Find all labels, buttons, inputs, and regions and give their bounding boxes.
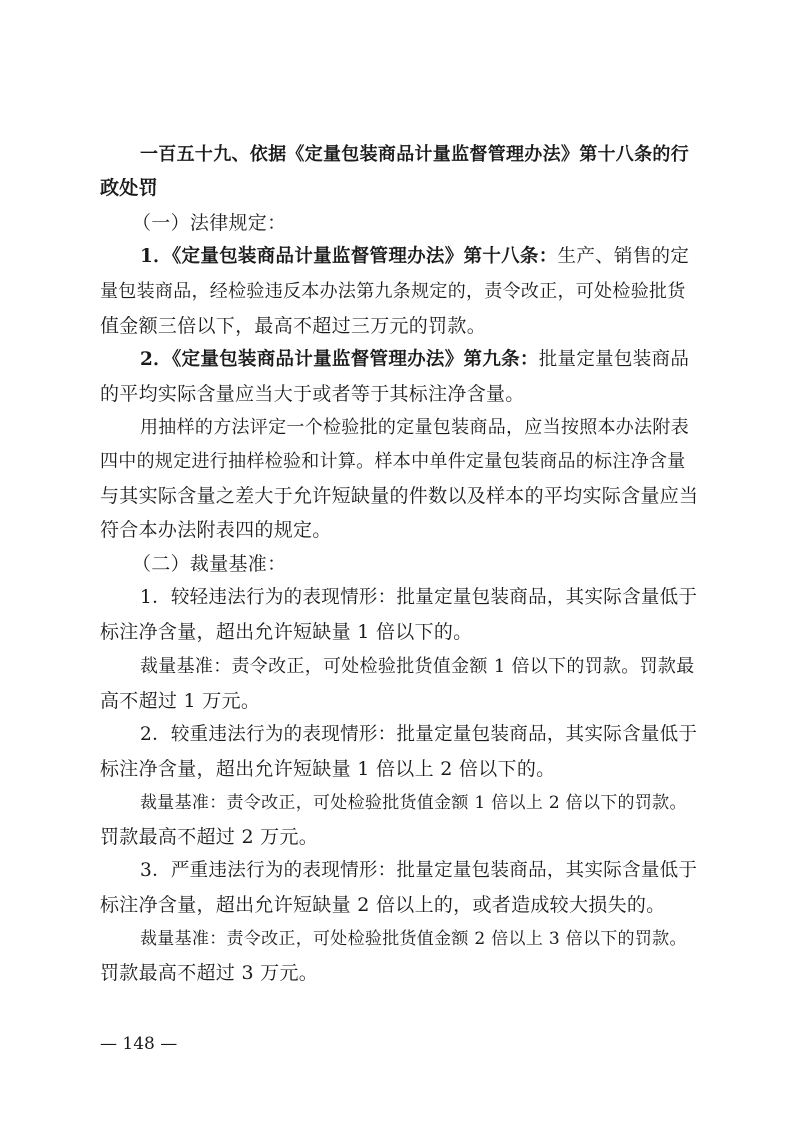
item-1-line-2: 量包装商品，经检验违反本办法第九条规定的，责令改正，可处检验批货 [100, 281, 686, 302]
para-line-3: 与其实际含量之差大于允许短缺量的件数以及样本的平均实际含量应当 [100, 485, 699, 507]
case-1-line-1: 1．较轻违法行为的表现情形：批量定量包装商品，其实际含量低于 [140, 587, 698, 608]
page-number: — 148 — [100, 1034, 178, 1054]
case-2-line-2: 标注净含量，超出允许短缺量 1 倍以上 2 倍以下的。 [100, 758, 556, 780]
item-1-rest: 生产、销售的定 [557, 246, 690, 267]
item-1-line-3: 值金额三倍以下，最高不超过三万元的罚款。 [100, 315, 487, 337]
item-2-line-2: 的平均实际含量应当大于或者等于其标注净含量。 [100, 383, 525, 405]
item-1-lead: 1．《定量包装商品计量监督管理办法》第十八条： [140, 246, 558, 267]
case-2-standard-line-1: 裁量基准：责令改正，可处检验批货值金额 1 倍以上 2 倍以下的罚款。 [140, 793, 687, 813]
section-title-legal: （一）法律规定： [132, 212, 287, 234]
heading-line-2: 政处罚 [100, 177, 158, 199]
item-2-rest: 批量定量包装商品 [538, 349, 690, 370]
case-2-line-1: 2．较重违法行为的表现情形：批量定量包装商品，其实际含量低于 [140, 724, 698, 745]
item-2-lead: 2．《定量包装商品计量监督管理办法》第九条： [140, 349, 539, 370]
case-3-line-1: 3．严重违法行为的表现情形：批量定量包装商品，其实际含量低于 [140, 860, 698, 881]
item-1-line-1 [140, 245, 700, 269]
case-1-standard-line-1: 裁量基准：责令改正，可处检验批货值金额 1 倍以下的罚款。罚款最 [140, 656, 695, 677]
item-2-line-1 [140, 348, 700, 372]
para-line-2: 四中的规定进行抽样检验和计算。样本中单件定量包装商品的标注净含量 [100, 451, 686, 472]
para-line-4: 符合本办法附表四的规定。 [100, 519, 332, 541]
case-3-line-2: 标注净含量，超出允许短缺量 2 倍以上的，或者造成较大损失的。 [100, 894, 666, 916]
case-3-standard-line-2: 罚款最高不超过 3 万元。 [100, 962, 319, 984]
case-1-line-2: 标注净含量，超出允许短缺量 1 倍以下的。 [100, 621, 473, 643]
case-3-standard-line-1: 裁量基准：责令改正，可处检验批货值金额 2 倍以上 3 倍以下的罚款。 [140, 929, 687, 949]
case-2-standard-line-2: 罚款最高不超过 2 万元。 [100, 826, 319, 848]
case-1-standard-line-2: 高不超过 1 万元。 [100, 690, 261, 712]
para-line-1: 用抽样的方法评定一个检验批的定量包装商品，应当按照本办法附表 [140, 417, 689, 438]
section-title-discretion: （二）裁量基准： [132, 553, 287, 575]
heading-line-1: 一百五十九、依据《定量包装商品计量监督管理办法》第十八条的行 [140, 144, 689, 165]
